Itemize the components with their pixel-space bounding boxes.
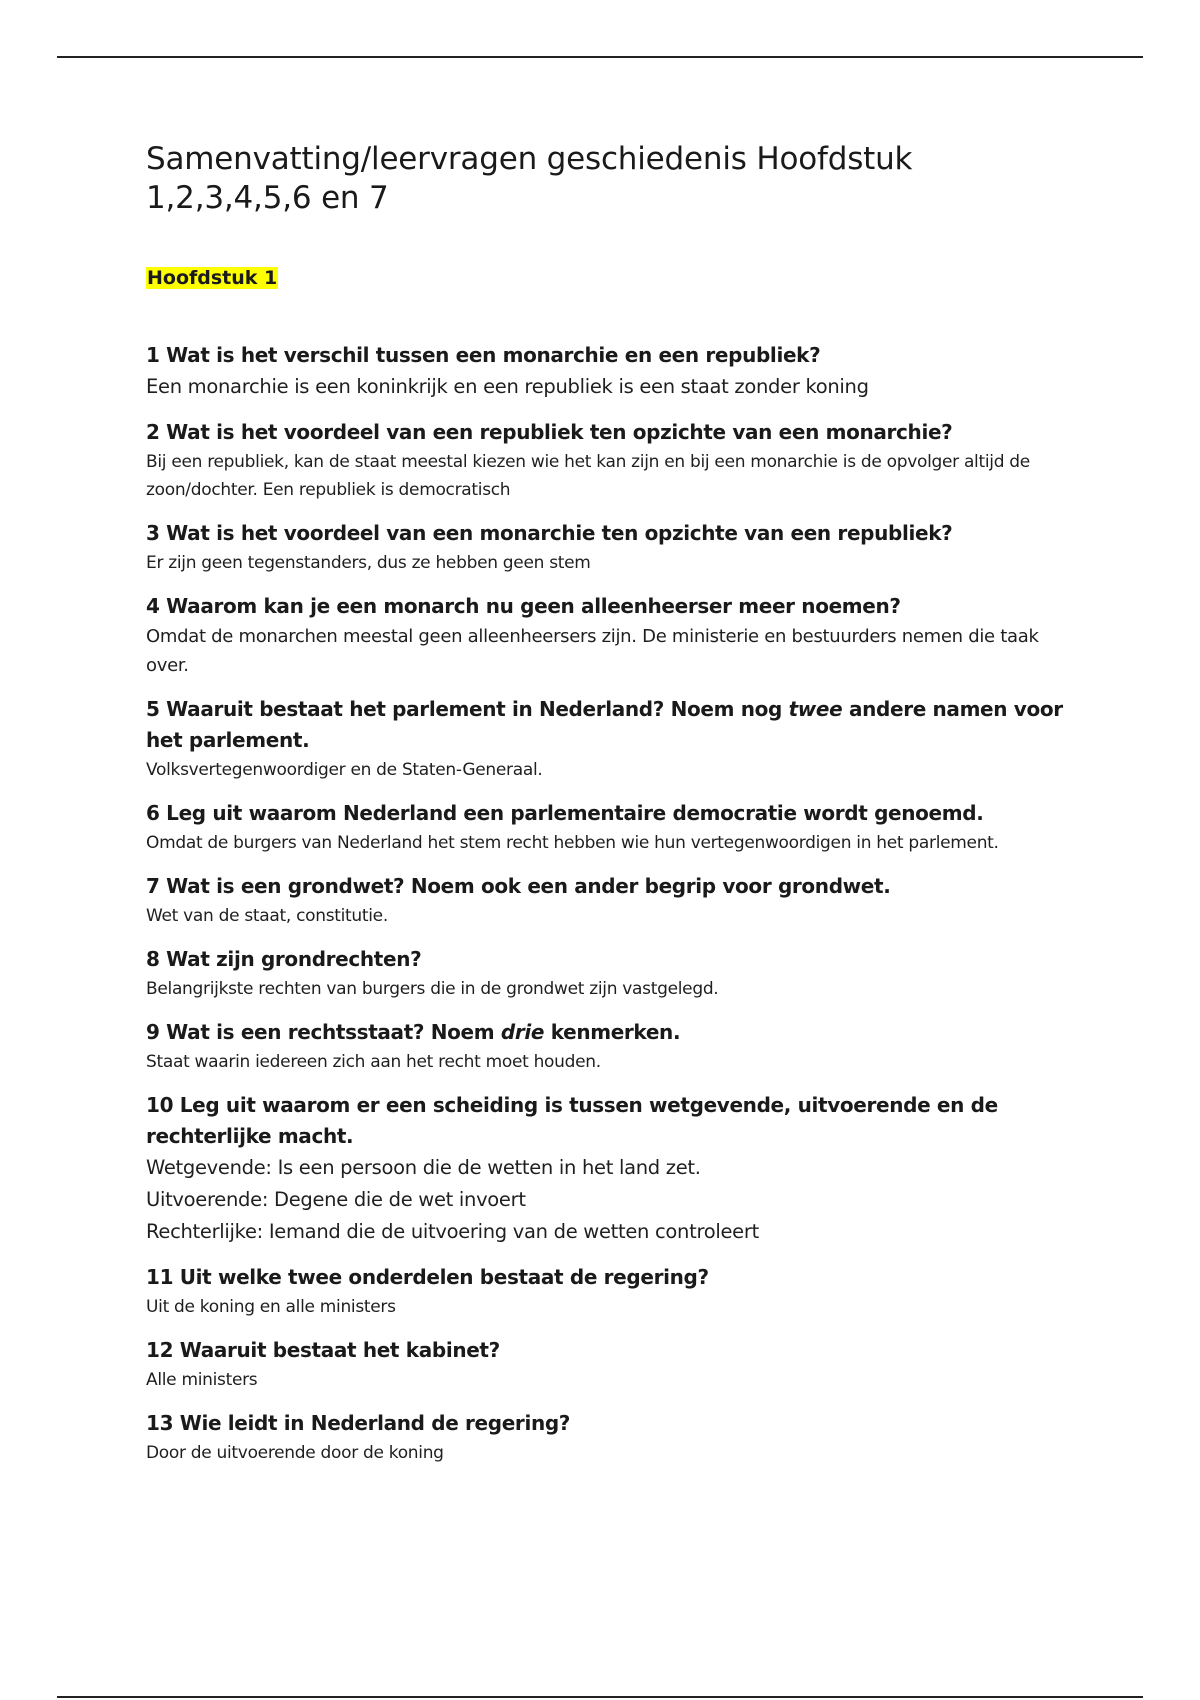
answer: Een monarchie is een koninkrijk en een republiek is een staat zonder koning <box>146 375 869 398</box>
qa-item-6 <box>146 798 1066 857</box>
qa-item-11 <box>146 1262 1066 1321</box>
question: 1 Wat is het verschil tussen een monarchie en een republiek? <box>146 343 821 367</box>
qa-item-12 <box>146 1335 1066 1394</box>
question: 10 Leg uit waarom er een scheiding is tussen wetgevende, uitvoerende en de rechterlijke macht. <box>146 1093 998 1148</box>
question-text: kenmerken. <box>544 1020 681 1044</box>
answer-line: Wetgevende: Is een persoon die de wetten in het land zet. <box>146 1156 701 1179</box>
answer: Wet van de staat, constitutie. <box>146 906 388 926</box>
question-text: andere namen voor het parlement. <box>146 697 1063 752</box>
answer: Omdat de monarchen meestal geen alleenheersers zijn. De ministerie en bestuurders nemen die taak over. <box>146 626 1039 676</box>
question: 2 Wat is het voordeel van een republiek ten opzichte van een monarchie? <box>146 420 953 444</box>
question: 11 Uit welke twee onderdelen bestaat de regering? <box>146 1265 709 1289</box>
question-emphasis: drie <box>500 1020 545 1044</box>
answer: Er zijn geen tegenstanders, dus ze hebben geen stem <box>146 553 591 573</box>
question: 3 Wat is het voordeel van een monarchie ten opzichte van een republiek? <box>146 521 953 545</box>
top-rule <box>57 56 1143 58</box>
qa-item-3 <box>146 518 1066 577</box>
qa-item-4 <box>146 591 1066 680</box>
qa-item-7 <box>146 871 1066 930</box>
question: 13 Wie leidt in Nederland de regering? <box>146 1411 571 1435</box>
qa-item-8 <box>146 944 1066 1003</box>
answer: Belangrijkste rechten van burgers die in de grondwet zijn vastgelegd. <box>146 979 719 999</box>
qa-item-9 <box>146 1017 1066 1076</box>
question-text: 5 Waaruit bestaat het parlement in Nederland? Noem nog <box>146 697 789 721</box>
question-list <box>146 340 1066 1467</box>
document-body <box>146 140 1066 1481</box>
answer: Bij een republiek, kan de staat meestal kiezen wie het kan zijn en bij een monarchie is de opvolger altijd de zoon/dochter. Een republiek is democratisch <box>146 452 1030 500</box>
question <box>146 1017 1066 1048</box>
answer-line: Uitvoerende: Degene die de wet invoert <box>146 1188 526 1211</box>
answer: Staat waarin iedereen zich aan het recht moet houden. <box>146 1052 601 1072</box>
answer: Uit de koning en alle ministers <box>146 1297 396 1317</box>
answer: Omdat de burgers van Nederland het stem recht hebben wie hun vertegenwoordigen in het parlement. <box>146 833 999 853</box>
question-emphasis: twee <box>788 697 843 721</box>
question-text: 9 Wat is een rechtsstaat? Noem <box>146 1020 501 1044</box>
chapter-heading <box>146 266 1066 290</box>
bottom-rule <box>57 1696 1143 1698</box>
qa-item-5 <box>146 694 1066 784</box>
question: 6 Leg uit waarom Nederland een parlementaire democratie wordt genoemd. <box>146 801 984 825</box>
qa-item-2 <box>146 417 1066 504</box>
question: 4 Waarom kan je een monarch nu geen alleenheerser meer noemen? <box>146 594 901 618</box>
question: 12 Waaruit bestaat het kabinet? <box>146 1338 500 1362</box>
qa-item-13 <box>146 1408 1066 1467</box>
document-title: Samenvatting/leervragen geschiedenis Hoofdstuk 1,2,3,4,5,6 en 7 <box>146 141 913 216</box>
answer: Volksvertegenwoordiger en de Staten-Generaal. <box>146 760 543 780</box>
question: 8 Wat zijn grondrechten? <box>146 947 422 971</box>
qa-item-1 <box>146 340 1066 403</box>
question: 7 Wat is een grondwet? Noem ook een ander begrip voor grondwet. <box>146 874 891 898</box>
answer: Door de uitvoerende door de koning <box>146 1443 444 1463</box>
qa-item-10 <box>146 1090 1066 1248</box>
question <box>146 694 1066 756</box>
answer-line: Rechterlijke: Iemand die de uitvoering van de wetten controleert <box>146 1220 759 1243</box>
answer: Alle ministers <box>146 1370 258 1390</box>
chapter-heading-label: Hoofdstuk 1 <box>147 267 278 289</box>
